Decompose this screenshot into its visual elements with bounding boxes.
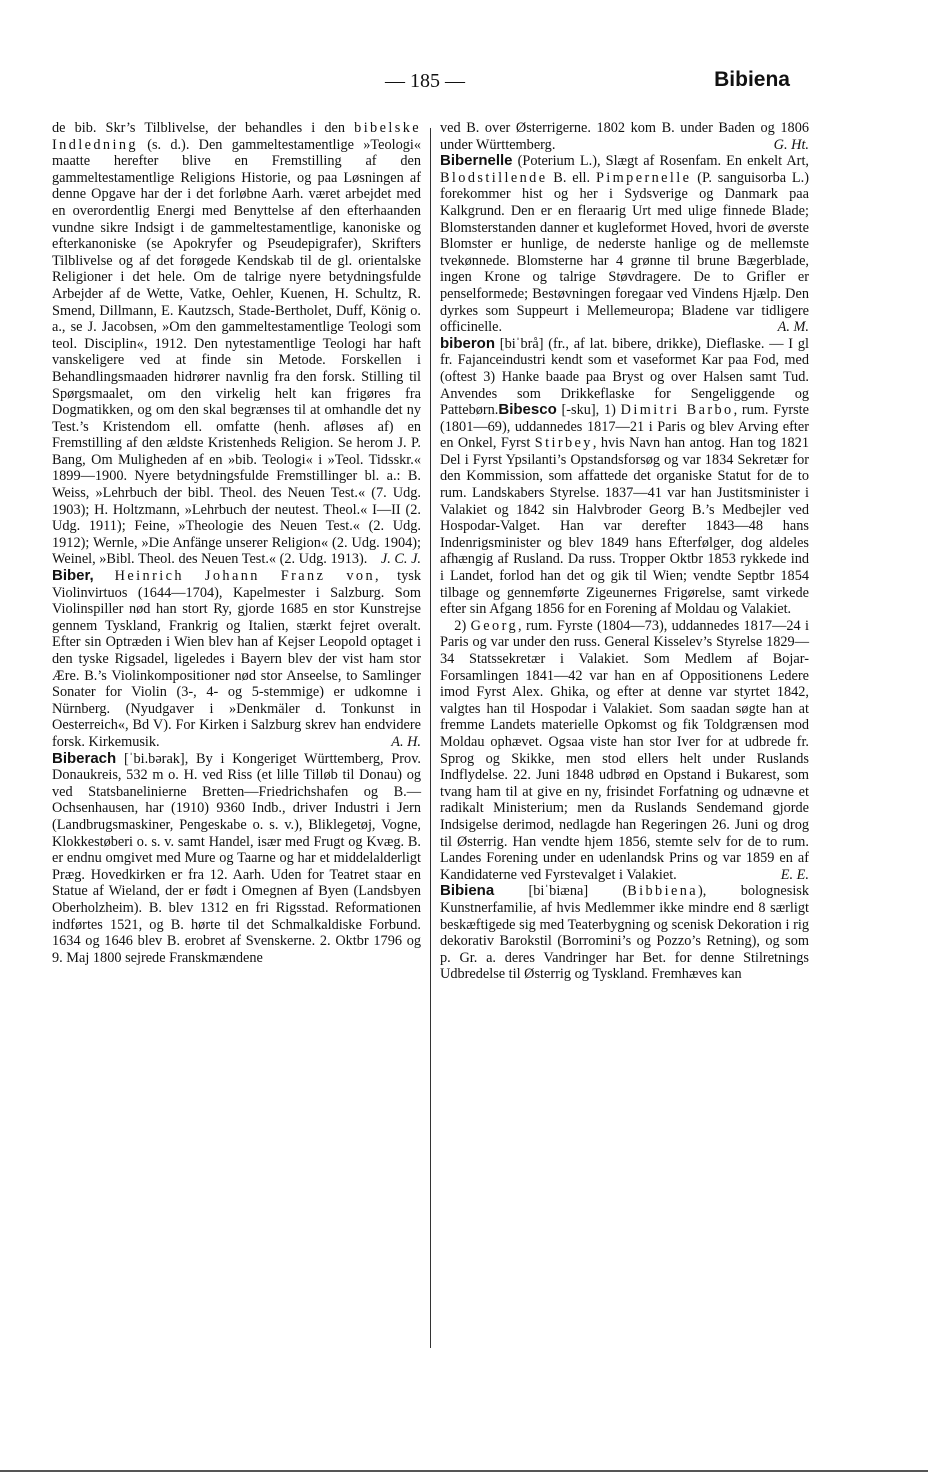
paragraph-indent	[440, 618, 454, 634]
author-signature: G. Ht.	[773, 136, 809, 153]
spaced-name: Blodstillende	[440, 169, 548, 186]
entry-text: [biˈbiæna] (	[494, 883, 628, 900]
author-signature: E. E.	[780, 866, 809, 883]
entry-text: , tysk Violinvirtuos (1644—1704), Kapelmester i Salzburg. Som Violinspiller nød han stort Ry, gjorde 1685 en stor Kunstrejse gennem Tyskland, Frankrig og Italien, stærkt fejret overalt. Efter sin Optræden i Wien blev han af Kejser Leopold optaget i den tyske Rigsadel, ligeledes i Bayern blev der vist ham stor Ære. B.’s Violinkompositioner nød stor Anseelse, to Samlinger Sonater for Violin (3-, 4- og 5-stemmige) er udkomne i Nürnberg. (Nyudgaver i »Denkmäler d. Tonkunst in Oesterreich«, Bd V). For Kirken i Salzburg skrev han endvidere forsk. Kirkemusik.	[52, 568, 422, 750]
spaced-name: Stirbey	[534, 435, 593, 452]
entry-text: , hvis Navn han antog. Han tog 1821 Del i Fyrst Ypsilanti’s Opstandsforsøg og var 1834 Sekretær for den Kommission, som affattede det organiske Statut for de to rum. Landskabers Styrelse. 1837—41 var han Justitsminister i Valakiet og 1842 sin Halvbroder Georg B.’s Medbejler ved Hospodar-Valget. Han var derefter 1843—48 hans Indenrigsminister og blev 1849 hans Efterfølger, dog aldeles afhængig af Rusland. Da russ. Tropper Oktbr 1853 rykkede ind i Landet, forlod han det og gik til Wien; vendte Septbr 1854 tilbage og gennemførte Zigeunernes Frigørelse, samt virkede efter sin Afgang 1856 for en Forening af Moldau og Valakiet.	[440, 435, 809, 618]
running-head: Bibiena	[714, 68, 790, 91]
entry-text: , rum. Fyrste (1801—69), uddannedes 1817—21 i Paris og blev Arving efter en Onkel, Fyrst	[440, 402, 809, 452]
author-signature: A. M.	[777, 319, 809, 336]
spaced-name: Pimpernelle	[595, 169, 692, 186]
left-column	[52, 120, 421, 966]
entry-text: B. ell.	[547, 169, 596, 186]
entry-text: (s. d.). Den gammeltestamentlige »Teologi« maatte herefter blive en Fremstilling af den gammeltestamentlige Religions Historie, og paa Løsningen af denne Opgave har der i det forløbne Aarh. været arbejdet med en overordentlig Energi med Benyttelse af den efterhaanden vundne sikre Indsigt i de gammeltestamentlige, kanoniske og efterkanoniske (se Apokryfer og Pseudepigrafer), Skrifters Tilblivelse og af det forøgede Kendskab til de gl. orientalske Religioner i det hele. Om de talrige nyere betydningsfulde Arbejder af de Wette, Vatke, Oehler, Kuenen, H. Schultz, R. Smend, Dillmann, E. Kautzsch, Stade-Bertholet, Duff, König o. a., se J. Jacobsen, »Om den gammeltestamentlige Teologi som teol. Disciplin«, 1912. Den nytestamentlige Teologi har haft vanskeligere ved at finde sin Metode. Forskellen i Behandlingsmaaden hidrører navnlig fra den forsk. Stilling til Spørgsmaalet, om den virkelig helt kan frigøres fra Dogmatikken, og om den skal begrænses til at omhandle det ny Test.’s Kristendom ell. omfatte (henh. afløses af) en Fremstilling af den ældste Kristenheds Religion. Se herom J. P. Bang, Om Muligheden af en »bib. Teologi« i »Teol. Tidsskr.« 1899—1900. Nyere betydningsfulde Fremstillinger bl. a.: B. Weiss, »Lehrbuch der bibl. Theol. des Neuen Test.« (7. Udg. 1903); H. Holtzmann, »Lehrbuch der neutest. Theol.« I—II (2. Udg. 1911); Feine, »Theologie des Neuen Test.« (2. Udg. 1912); Wernle, »Die Anfänge unserer Religion« (2. Udg. 1904); Weinel, »Bibl. Theol. des Neuen Test.« (2. Udg. 1913).	[52, 136, 421, 568]
entry-text: , rum. Fyrste (1804—73), uddannedes 1817—24 i Paris og var under den russ. General Kisselev’s Styrelse 1829—34 Statssekretær i Valakiet. Som Medlem af Bojar-Forsamlingen 1841—42 var han en af Oppositionens Ledere imod Fyrst Alex. Ghika, og efter at denne var styrtet 1842, valgtes han til Hospodar i Valakiet. Som saadan søgte han at fremme Landets materielle Opkomst og fik Toldgrænsen mod Moldau ophævet. Ogsaa viste han stor Iver for at udbrede fr. Sprog og Skikke, men stod ellers helt under Ruslands Indflydelse. 22. Juni 1848 udbrød en Opstand i Bukarest, som tvang ham til at give en ny, frisindet Forfatning og udnævne et radikalt Ministerium; men da Ruslands Sendemand gjorde Indsigelse derimod, nedlagde han Regeringen 26. Juni og drog til Østerrig. Han vendte hjem 1856, stemte selv for de to rum. Landes Forening under en udenlandsk Prins og var 1859 en af Kandidaterne ved Fyrstevalget i Valakiet.	[440, 617, 809, 883]
entry-text: de bib. Skr’s Tilblivelse, der behandles i den	[52, 120, 355, 136]
spaced-name: Bibbiena	[627, 883, 699, 900]
left-column-text	[52, 120, 421, 966]
author-signature: A. H.	[391, 733, 421, 750]
spaced-name: Dimitri Barbo	[620, 402, 734, 419]
spaced-name: Georg	[470, 617, 519, 634]
spaced-name: bibelske Indledning	[52, 120, 421, 153]
entry-text: [ˈbi.bərak], By i Kongeriget Württemberg, Prov. Donaukreis, 532 m o. H. ved Riss (et lille Tilløb til Donau) og ved Statsbanelinierne Bretten—Friedrichshafen og B.—Ochsenhausen, har (1910) 9360 Indb., driver Industri i Jern (Landbrugsmaskiner, Pengeskabe o. s. v.), Bliklegetøj, Vogne, Klokkestøberi o. s. v. samt Handel, især med Frugt og Kvæg. B. er endnu omgivet med Mure og Taarne og har et middelalderligt Præg. Hovedkirken er fra 12. Aarh. Uden for Teatret staar en Statue af Wieland, der er født i Omegnen af Byen (Landsbyen Oberholzheim). B. blev 1312 en fri Rigsstad. Reformationen indførtes 1521, og B. hørte til det Schmalkaldiske Forbund. 1634 og 1646 blev B. erobret af Svenskerne. 2. Oktbr 1796 og 9. Maj 1800 sejrede Franskmændene	[52, 750, 421, 966]
page-number: — 185 —	[385, 70, 465, 92]
column-rule	[430, 128, 431, 1348]
page-header	[60, 68, 790, 98]
entry-text: (P. sanguisorba L.) forekommer hist og her i Sydsverige og Danmark paa Kalkgrund. Den er en fleraarig Urt med ulige finnede Blade; Blomsterstanden danner et kugleformet Hoved, hvori de øverste Blomster er hunlige, de nederste hanlige og de mellemste tvekønnede. Blomsterne har 4 grønne til brune Bægerblade, ingen Krone og talrige Støvdragere. De to Grifler er penselformede; Bestøvningen foregaar ved Vindens Hjælp. Den dyrkes som Suppeurt i Mellemeuropa; Bladene var tidligere officinelle.	[440, 169, 809, 336]
right-column-text	[440, 120, 809, 983]
spaced-name: Heinrich Johann Franz von	[93, 568, 375, 585]
entry-text: ), bolognesisk Kunstnerfamilie, af hvis Medlemmer ikke mindre end 8 særligt beskæftigede sig med Teaterbygning og scenisk Dekoration i rig dekorativ Barokstil (Borromini’s og Pozzo’s Retning), og som p. Gr. a. deres Vandringer har Bet. for denne Stilretnings Udbredelse til Østerrig og Tyskland. Fremhæves kan	[440, 883, 809, 983]
entry-headword: Biberach	[52, 749, 117, 767]
entry-text: [-sku], 1)	[556, 402, 621, 419]
right-column	[440, 120, 809, 983]
entry-headword: Biber,	[52, 567, 94, 585]
entry-headword: Bibiena	[440, 882, 495, 900]
entry-headword: Bibesco	[498, 401, 557, 419]
entry-headword: Bibernelle	[440, 152, 513, 170]
entry-headword: biberon	[440, 334, 495, 352]
author-signature: J. C. J.	[380, 551, 421, 568]
entry-text: [biˈbrå] (fr., af lat. bibere, drikke), Dieflaske. — I gl fr. Fajanceindustri kendt som et vaseformet Kar paa Fod, med (oftest 3) Hanke baade paa Bryst og over Halsen samt Tud. Anvendes som Drikkeflaske for Sengeliggende og Pattebørn.	[440, 335, 809, 419]
page-bottom-edge	[0, 1470, 928, 1472]
entry-text: ved B. over Østerrigerne. 1802 kom B. under Baden og 1806 under Württemberg.	[440, 120, 809, 153]
entry-text: (Poterium L.), Slægt af Rosenfam. En enkelt Art,	[512, 153, 809, 170]
entry-text: 2)	[454, 617, 471, 634]
